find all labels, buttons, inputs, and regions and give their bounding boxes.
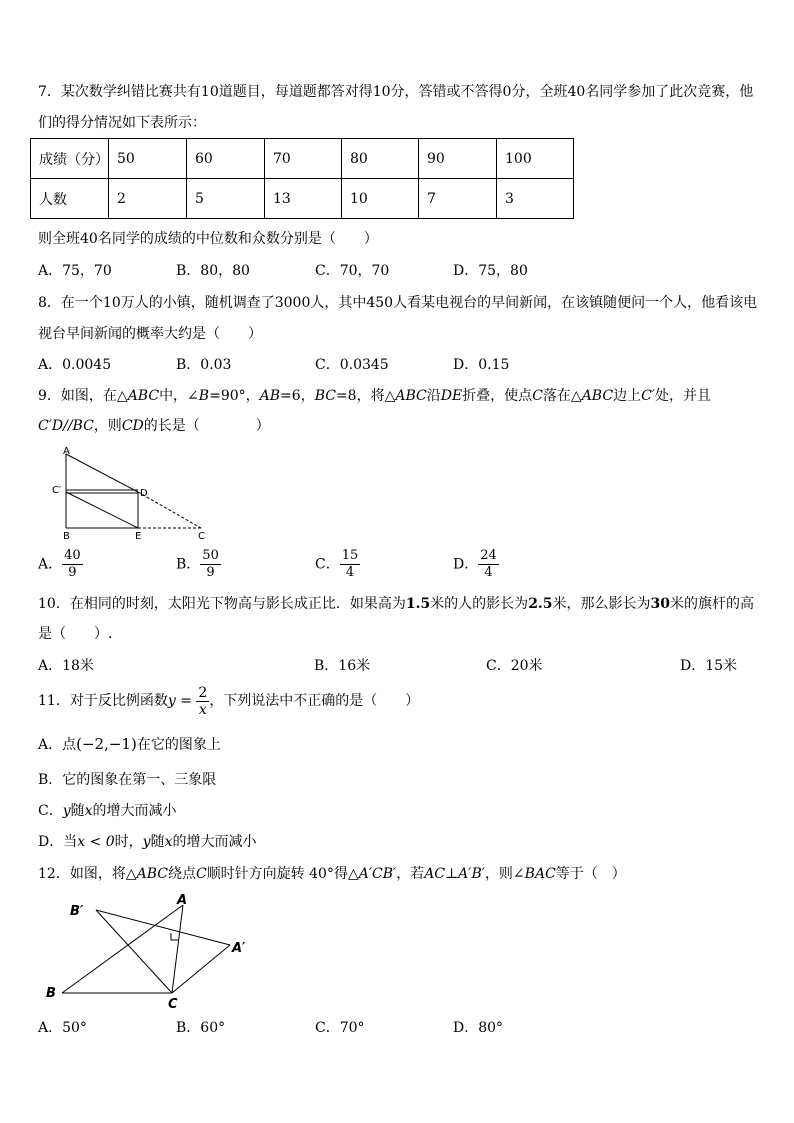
fraction (200, 548, 221, 581)
q9-option-a[interactable] (38, 548, 83, 581)
text: 落在△ (542, 388, 582, 404)
math: ABC (136, 866, 168, 882)
table-cell: 60 (187, 139, 265, 179)
q9-stem-line2 (38, 416, 270, 436)
table-cell: 90 (419, 139, 497, 179)
q9-option-b[interactable] (176, 548, 221, 581)
text: 顺时针方向旋转 40°得△ (206, 866, 359, 882)
table-cell: 100 (497, 139, 574, 179)
option-letter: A． (38, 556, 63, 573)
text: 随 (150, 834, 165, 850)
text: 在它的图象上 (136, 737, 221, 753)
q11-stem (38, 683, 419, 719)
label-c: C (198, 531, 205, 542)
text: A．点 (38, 737, 77, 753)
math: (−2,−1) (76, 735, 137, 753)
q11-option-b[interactable]: B．它的图象在第一、三象限 (38, 772, 217, 788)
math: y (142, 834, 151, 850)
q12-option-c[interactable]: C．70° (315, 1020, 365, 1036)
number: 2.5 (528, 596, 553, 612)
text: 的长是（ ） (143, 418, 270, 434)
segment-ac (172, 905, 183, 993)
math: B (198, 388, 210, 404)
fraction (196, 685, 209, 718)
q10-option-c[interactable]: C．20米 (486, 658, 543, 674)
q7-question: 则全班40名同学的成绩的中位数和众数分别是（ ） (38, 231, 378, 247)
table-cell: 13 (265, 179, 342, 219)
option-letter: D． (453, 556, 479, 573)
math: C (532, 388, 543, 404)
table-cell: 2 (109, 179, 187, 219)
segment-ad (66, 454, 138, 492)
label-a-prime: A′ (232, 941, 246, 956)
q8-option-a[interactable]: A．0.0045 (38, 357, 112, 373)
math: C′D//BC (38, 418, 94, 434)
label-c-prime: C′ (52, 485, 62, 496)
number: 30 (650, 596, 671, 612)
q12-option-b[interactable]: B．60° (176, 1020, 226, 1036)
segment-a1c (172, 945, 230, 993)
right-angle-mark (171, 933, 178, 940)
q8-option-b[interactable]: B．0.03 (176, 357, 232, 373)
text: 边上 (613, 388, 642, 404)
text: 12．如图，将△ (38, 866, 137, 882)
math: AB (259, 388, 281, 404)
fraction (478, 548, 499, 581)
text: 10．在相同的时刻，太阳光下物高与影长成正比．如果高为 (38, 596, 406, 612)
q9-stem-line1 (38, 386, 711, 406)
table-cell: 50 (109, 139, 187, 179)
q10-option-d[interactable]: D．15米 (680, 658, 738, 674)
text: 等于（ ） (555, 866, 626, 882)
q7-stem-line2: 们的得分情况如下表所示： (38, 115, 206, 131)
fraction (62, 548, 83, 581)
text: =90°， (209, 388, 260, 404)
q11-option-c[interactable] (38, 801, 177, 821)
math: y (62, 803, 71, 819)
denominator: 4 (484, 565, 493, 580)
math: y (167, 693, 176, 709)
math: BAC (524, 866, 556, 882)
q8-stem-line2: 视台早间新闻的概率大约是（ ） (38, 326, 262, 342)
label-a: A (177, 893, 188, 908)
q12-option-d[interactable]: D．80° (453, 1020, 504, 1036)
math: C (195, 866, 207, 882)
math: ABC (395, 388, 427, 404)
q10-option-b[interactable]: B．16米 (314, 658, 371, 674)
q9-figure (48, 444, 218, 544)
text: 处，并且 (654, 388, 711, 404)
math: x (84, 803, 93, 819)
table-cell: 70 (265, 139, 342, 179)
q9-option-c[interactable] (315, 548, 360, 581)
label-a: A (63, 446, 70, 457)
q7-option-b[interactable]: B．80，80 (176, 263, 250, 279)
segment-b1c (96, 910, 172, 993)
table-cell: 3 (497, 179, 574, 219)
table-cell: 10 (342, 179, 419, 219)
table-row (31, 179, 574, 219)
label-b-prime: B′ (70, 904, 84, 919)
text: 随 (70, 803, 85, 819)
q7-option-d[interactable]: D．75，80 (453, 263, 528, 279)
numerator: 50 (202, 548, 219, 563)
table-cell: 5 (187, 179, 265, 219)
fraction (340, 548, 361, 581)
segment-b1a1 (96, 910, 230, 945)
numerator: 40 (64, 548, 81, 563)
math: CD (121, 418, 144, 434)
q10-option-a[interactable]: A．18米 (38, 658, 94, 674)
text: =6， (280, 388, 315, 404)
text: 的增大而减小 (172, 834, 257, 850)
math: BC (314, 388, 336, 404)
q9-option-d[interactable] (453, 548, 499, 581)
math: x (164, 834, 173, 850)
q12-figure (40, 890, 270, 1012)
text: 11．对于反比例函数 (38, 693, 168, 709)
option-letter: C． (315, 556, 340, 573)
text: ，若 (396, 866, 425, 882)
numerator: 15 (341, 548, 359, 563)
text: C． (38, 803, 63, 819)
q8-stem-line1: 8．在一个10万人的小镇，随机调查了3000人，其中450人看某电视台的早间新闻，在该镇随便问一个人，他看该电 (38, 295, 758, 311)
label-c: C (168, 997, 178, 1012)
text: 时， (114, 834, 143, 850)
label-b: B (46, 986, 56, 1001)
text: 中，∠ (159, 388, 199, 404)
segment-c1e (66, 492, 138, 528)
q11-option-d[interactable] (38, 832, 257, 852)
text: 绕点 (167, 866, 196, 882)
label-d: D (140, 488, 148, 499)
q7-score-table (30, 138, 574, 219)
numerator: 24 (480, 548, 497, 563)
text: 9．如图，在△ (38, 388, 128, 404)
math: A′CB′ (358, 866, 397, 882)
text: 折叠，使点 (462, 388, 533, 404)
text: 沿 (426, 388, 441, 404)
denominator: 9 (206, 565, 215, 580)
q10-stem-line1 (38, 594, 754, 614)
math: AC⊥A′B′ (424, 866, 485, 882)
table-cell: 人数 (31, 179, 109, 219)
text: 米，那么影长为 (552, 596, 651, 612)
option-letter: B． (176, 556, 201, 573)
text: 的增大而减小 (92, 803, 177, 819)
table-row (31, 139, 574, 179)
numerator: 2 (198, 684, 208, 701)
text: =8，将△ (335, 388, 396, 404)
denominator: 9 (68, 565, 77, 580)
table-cell: 7 (419, 179, 497, 219)
text: = (175, 693, 197, 709)
q10-stem-line2: 是（ ）. (38, 626, 113, 642)
q11-option-a[interactable] (38, 734, 221, 755)
math: ABC (127, 388, 160, 404)
text: ，下列说法中不正确的是（ ） (209, 693, 420, 709)
denominator: x (198, 701, 207, 718)
q12-option-a[interactable]: A．50° (38, 1020, 87, 1036)
table-cell: 成绩（分） (31, 139, 109, 179)
q7-option-c[interactable]: C．70，70 (315, 263, 390, 279)
label-e: E (135, 531, 142, 542)
text: 米的人的影长为 (430, 596, 529, 612)
q7-option-a[interactable]: A．75，70 (38, 263, 112, 279)
q8-option-c[interactable]: C．0.0345 (315, 357, 389, 373)
text: ，则∠ (484, 866, 525, 882)
text: D．当 (38, 834, 78, 850)
math: C′ (641, 388, 655, 404)
denominator: 4 (345, 565, 355, 580)
q8-option-d[interactable]: D．0.15 (453, 357, 510, 373)
math: x < 0 (77, 834, 115, 850)
text: ，则 (93, 418, 122, 434)
q7-stem-line1: 7．某次数学纠错比赛共有10道题目，每道题都答对得10分，答错或不答得0分，全班40名同学参加了此次竞赛，他 (38, 84, 754, 100)
math: ABC (581, 388, 614, 404)
math: DE (440, 388, 463, 404)
table-cell: 80 (342, 139, 419, 179)
number: 1.5 (405, 596, 431, 612)
label-b: B (63, 531, 70, 542)
text: 米的旗杆的高 (670, 596, 755, 612)
q12-stem (38, 864, 626, 884)
